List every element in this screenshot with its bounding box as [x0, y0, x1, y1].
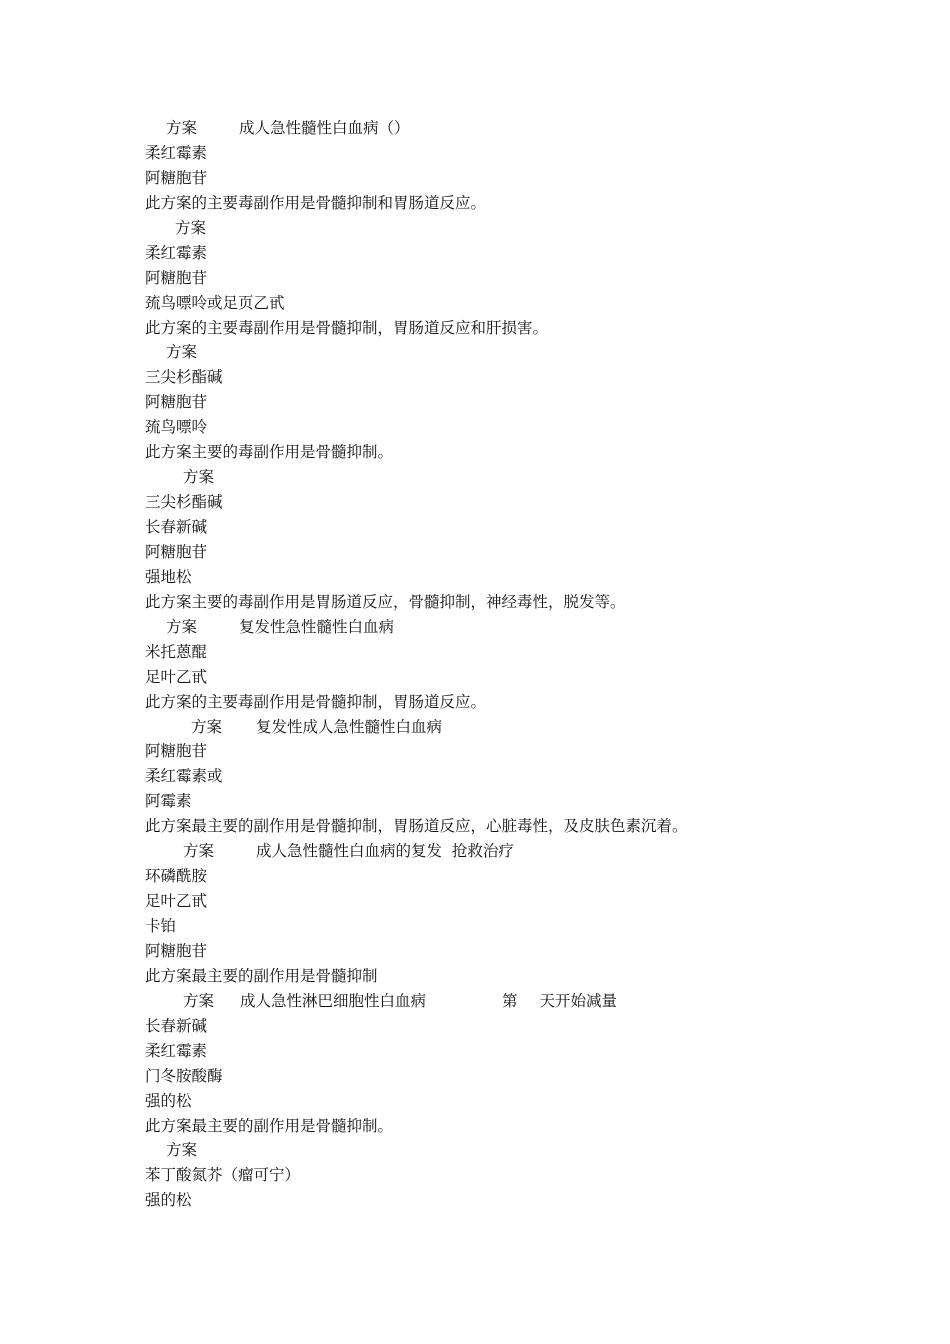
drug-line: 卡铂 — [145, 917, 177, 935]
regimen-heading — [145, 465, 905, 490]
side-effect-note: 此方案最主要的副作用是骨髓抑制，胃肠道反应，心脏毒性，及皮肤色素沉着。 — [145, 817, 688, 836]
drug-line: 足叶乙甙 — [145, 667, 208, 686]
side-effect-note: 此方案的主要毒副作用是骨髓抑制，胃肠道反应和肝损害。 — [145, 318, 549, 337]
drug-line: 阿糖胞苷 — [145, 742, 208, 761]
heading-label: 方案 — [191, 717, 223, 736]
drug-line: 阿糖胞苷 — [145, 393, 208, 412]
drug-line: 柔红霉素 — [145, 243, 208, 262]
drug-line: 米托蒽醌 — [145, 642, 208, 661]
heading-label: 方案 — [183, 468, 215, 487]
drug-line: 足叶乙甙 — [145, 892, 208, 911]
side-effect-note: 此方案最主要的副作用是骨髓抑制。 — [145, 1116, 394, 1135]
drug-line: 阿糖胞苷 — [145, 268, 208, 287]
side-effect-note: 此方案最主要的副作用是骨髓抑制 — [145, 966, 378, 985]
drug-line: 阿糖胞苷 — [145, 542, 208, 561]
regimen-heading — [145, 1138, 905, 1163]
heading-label: 方案 — [183, 842, 215, 861]
drug-line: 阿霉素 — [145, 792, 192, 811]
regimen-heading — [145, 615, 905, 640]
regimen-heading — [145, 216, 905, 241]
heading-day-label: 第 — [502, 991, 518, 1010]
drug-line: 环磷酰胺 — [145, 867, 208, 886]
heading-label: 方案 — [183, 991, 215, 1010]
drug-line: 长春新碱 — [145, 518, 208, 536]
drug-line: 强的松 — [145, 1091, 192, 1110]
drug-line: 长春新碱 — [145, 1016, 208, 1035]
drug-line: 苯丁酸氮芥（瘤可宁） — [145, 1166, 301, 1185]
heading-indication: 成人急性髓性白血病（ — [239, 119, 395, 137]
heading-label: 方案 — [166, 1141, 198, 1160]
regimen-heading — [145, 839, 905, 864]
drug-line: 阿糖胞苷 — [145, 168, 208, 187]
drug-line: 阿糖胞苷 — [145, 941, 208, 960]
drug-line: 三尖杉酯碱 — [145, 493, 223, 512]
regimen-heading — [145, 715, 905, 740]
heading-paren-close: ） — [394, 119, 410, 137]
side-effect-note: 此方案的主要毒副作用是骨髓抑制，胃肠道反应。 — [145, 692, 487, 711]
heading-label: 方案 — [175, 218, 207, 237]
heading-indication: 成人急性淋巴细胞性白血病 — [240, 991, 427, 1010]
drug-line: 柔红霉素或 — [145, 767, 223, 786]
side-effect-note: 此方案主要的毒副作用是骨髓抑制。 — [145, 443, 394, 462]
side-effect-note: 此方案主要的毒副作用是胃肠道反应，骨髓抑制，神经毒性，脱发等。 — [145, 592, 626, 611]
heading-label: 方案 — [166, 343, 198, 362]
heading-label: 方案 — [166, 119, 198, 137]
heading-indication: 复发性成人急性髓性白血病 — [256, 717, 443, 736]
drug-line: 巯鸟嘌呤或足页乙甙 — [145, 293, 285, 312]
heading-indication: 成人急性髓性白血病的复发 抢救治疗 — [256, 842, 514, 861]
document-body — [145, 116, 905, 1213]
drug-line: 强的松 — [145, 1191, 192, 1210]
drug-line: 柔红霉素 — [145, 143, 208, 162]
heading-indication: 复发性急性髓性白血病 — [239, 617, 395, 636]
regimen-heading — [145, 116, 905, 141]
drug-line: 门冬胺酸酶 — [145, 1066, 223, 1085]
regimen-heading — [145, 989, 905, 1014]
regimen-heading — [145, 340, 905, 365]
drug-line: 巯鸟嘌呤 — [145, 418, 208, 437]
heading-label: 方案 — [166, 617, 198, 636]
drug-line: 三尖杉酯碱 — [145, 368, 223, 387]
drug-line: 柔红霉素 — [145, 1041, 208, 1060]
side-effect-note: 此方案的主要毒副作用是骨髓抑制和胃肠道反应。 — [145, 193, 487, 212]
heading-taper-note: 天开始减量 — [539, 991, 618, 1010]
drug-line: 强地松 — [145, 567, 192, 586]
